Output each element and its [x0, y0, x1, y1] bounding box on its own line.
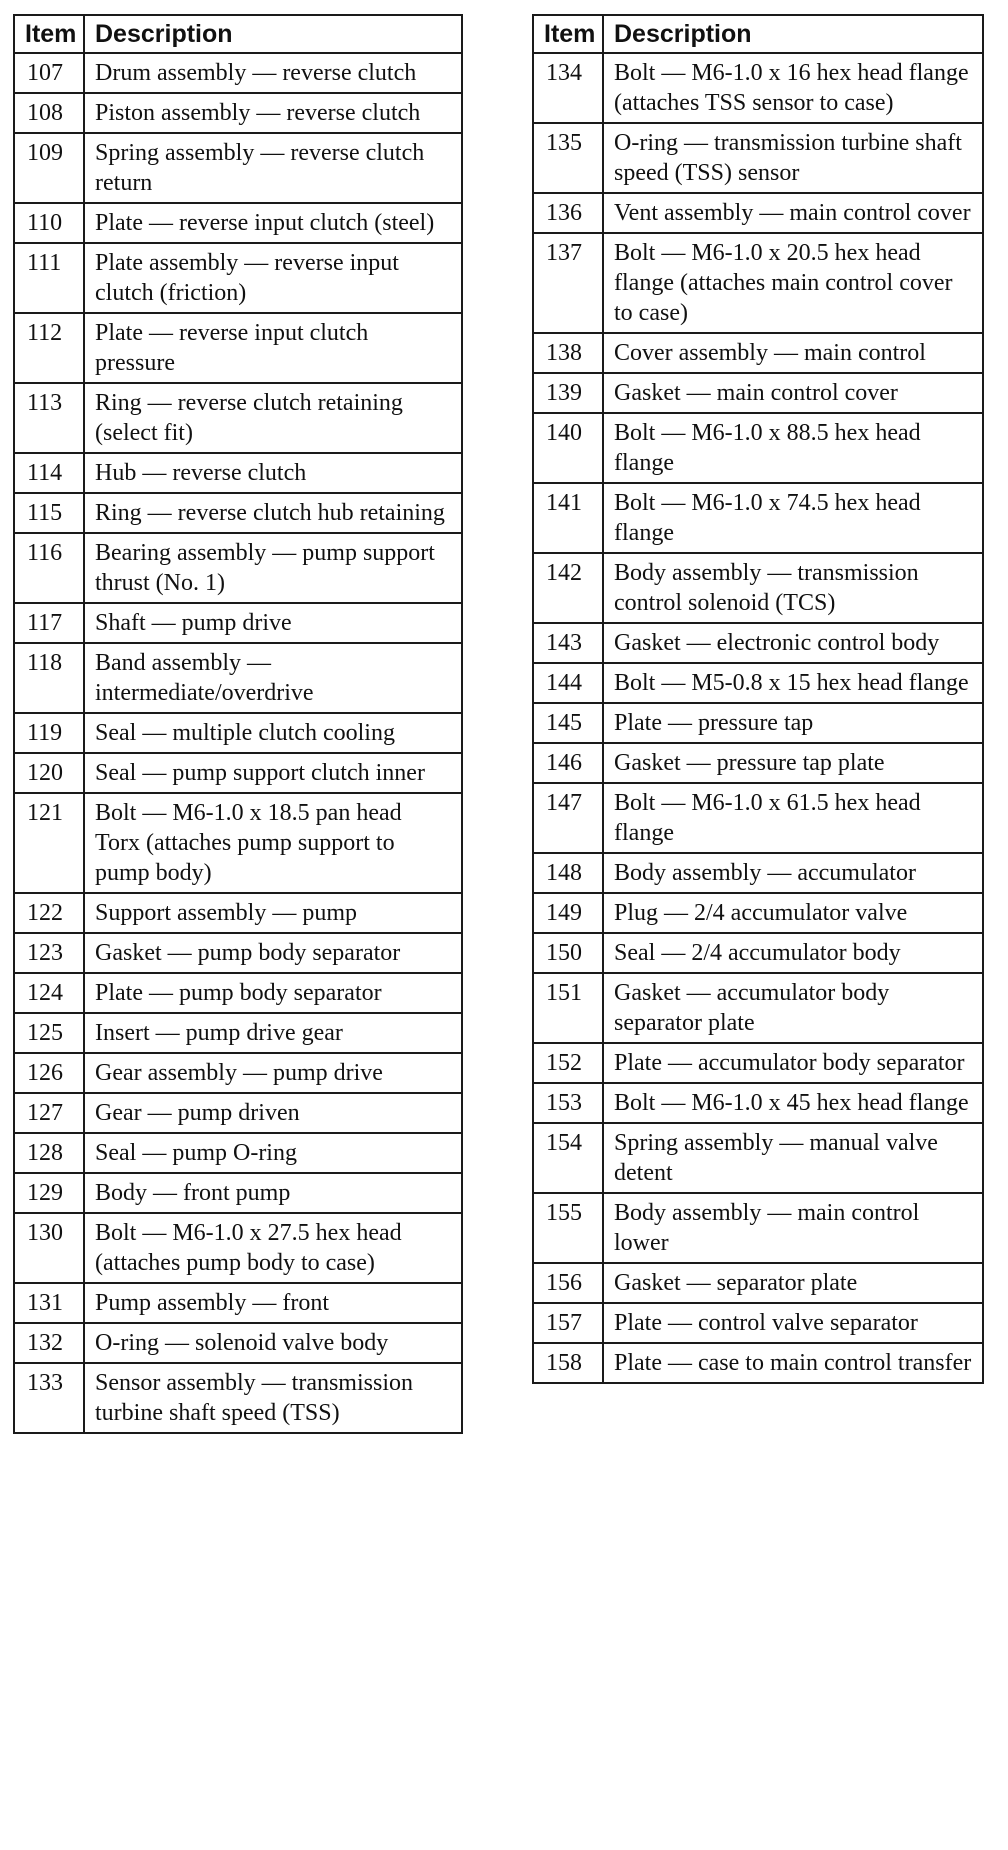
item-number: 107	[14, 53, 84, 93]
table-row	[14, 243, 462, 313]
table-row	[14, 1173, 462, 1213]
item-description: Bolt — M6-1.0 x 16 hex head flange (attaches TSS sensor to case)	[603, 53, 983, 123]
item-number: 141	[533, 483, 603, 553]
item-number: 155	[533, 1193, 603, 1263]
item-description: Plate — reverse input clutch (steel)	[84, 203, 462, 243]
table-row	[14, 1053, 462, 1093]
item-description: Pump assembly — front	[84, 1283, 462, 1323]
item-number: 148	[533, 853, 603, 893]
table-row	[533, 413, 983, 483]
item-number: 132	[14, 1323, 84, 1363]
table-row	[14, 973, 462, 1013]
item-description: Body assembly — transmission control solenoid (TCS)	[603, 553, 983, 623]
item-number: 121	[14, 793, 84, 893]
table-row	[14, 203, 462, 243]
item-description: Bolt — M6-1.0 x 20.5 hex head flange (attaches main control cover to case)	[603, 233, 983, 333]
item-number: 120	[14, 753, 84, 793]
item-number: 152	[533, 1043, 603, 1083]
item-description: Gasket — pump body separator	[84, 933, 462, 973]
table-row	[533, 973, 983, 1043]
item-number: 154	[533, 1123, 603, 1193]
item-number: 108	[14, 93, 84, 133]
item-description: Body assembly — accumulator	[603, 853, 983, 893]
table-row	[14, 383, 462, 453]
item-number: 127	[14, 1093, 84, 1133]
item-number: 137	[533, 233, 603, 333]
item-description: Bolt — M6-1.0 x 45 hex head flange	[603, 1083, 983, 1123]
item-number: 144	[533, 663, 603, 703]
table-row	[14, 493, 462, 533]
item-description: Gasket — pressure tap plate	[603, 743, 983, 783]
table-row	[533, 1303, 983, 1343]
item-description: Piston assembly — reverse clutch	[84, 93, 462, 133]
table-body	[533, 53, 983, 1383]
item-number: 140	[533, 413, 603, 483]
item-number: 109	[14, 133, 84, 203]
item-description: Gear assembly — pump drive	[84, 1053, 462, 1093]
item-number: 110	[14, 203, 84, 243]
table-row	[533, 333, 983, 373]
item-number: 133	[14, 1363, 84, 1433]
item-number: 156	[533, 1263, 603, 1303]
header-row	[14, 15, 462, 53]
table-row	[533, 233, 983, 333]
item-description: Support assembly — pump	[84, 893, 462, 933]
item-number: 139	[533, 373, 603, 413]
header-row	[533, 15, 983, 53]
table-row	[14, 533, 462, 603]
item-description: Body assembly — main control lower	[603, 1193, 983, 1263]
item-number: 130	[14, 1213, 84, 1283]
item-description: Gasket — accumulator body separator plate	[603, 973, 983, 1043]
item-description: Seal — pump O-ring	[84, 1133, 462, 1173]
table-row	[14, 53, 462, 93]
item-description: Gasket — main control cover	[603, 373, 983, 413]
column-header-item: Item	[533, 15, 603, 53]
table-row	[14, 1133, 462, 1173]
table-row	[14, 793, 462, 893]
table-row	[533, 193, 983, 233]
table-row	[14, 933, 462, 973]
item-description: Plate — control valve separator	[603, 1303, 983, 1343]
item-description: Sensor assembly — transmission turbine shaft speed (TSS)	[84, 1363, 462, 1433]
item-number: 124	[14, 973, 84, 1013]
item-description: Bolt — M6-1.0 x 88.5 hex head flange	[603, 413, 983, 483]
table-row	[533, 553, 983, 623]
table-row	[533, 933, 983, 973]
table-row	[533, 483, 983, 553]
item-description: Gear — pump driven	[84, 1093, 462, 1133]
item-description: Seal — multiple clutch cooling	[84, 713, 462, 753]
table-row	[14, 753, 462, 793]
item-description: Spring assembly — manual valve detent	[603, 1123, 983, 1193]
table-row	[14, 453, 462, 493]
item-description: Hub — reverse clutch	[84, 453, 462, 493]
item-number: 145	[533, 703, 603, 743]
table-row	[14, 1363, 462, 1433]
column-header-description: Description	[84, 15, 462, 53]
table-row	[533, 853, 983, 893]
table-row	[533, 623, 983, 663]
item-number: 112	[14, 313, 84, 383]
item-number: 117	[14, 603, 84, 643]
item-number: 113	[14, 383, 84, 453]
item-number: 158	[533, 1343, 603, 1383]
item-description: Bolt — M6-1.0 x 18.5 pan head Torx (attaches pump support to pump body)	[84, 793, 462, 893]
item-description: Spring assembly — reverse clutch return	[84, 133, 462, 203]
item-number: 136	[533, 193, 603, 233]
item-number: 111	[14, 243, 84, 313]
table-row	[14, 603, 462, 643]
item-number: 149	[533, 893, 603, 933]
item-number: 116	[14, 533, 84, 603]
item-number: 118	[14, 643, 84, 713]
column-header-item: Item	[14, 15, 84, 53]
item-description: Shaft — pump drive	[84, 603, 462, 643]
item-number: 129	[14, 1173, 84, 1213]
item-number: 128	[14, 1133, 84, 1173]
item-description: Ring — reverse clutch hub retaining	[84, 493, 462, 533]
table-row	[533, 663, 983, 703]
parts-table	[13, 14, 463, 1434]
item-description: Bolt — M6-1.0 x 74.5 hex head flange	[603, 483, 983, 553]
item-description: O-ring — transmission turbine shaft speed (TSS) sensor	[603, 123, 983, 193]
item-description: Bearing assembly — pump support thrust (No. 1)	[84, 533, 462, 603]
item-number: 119	[14, 713, 84, 753]
item-number: 151	[533, 973, 603, 1043]
item-number: 122	[14, 893, 84, 933]
item-description: Vent assembly — main control cover	[603, 193, 983, 233]
item-number: 134	[533, 53, 603, 123]
column-header-description: Description	[603, 15, 983, 53]
table-row	[14, 93, 462, 133]
item-number: 150	[533, 933, 603, 973]
table-row	[533, 743, 983, 783]
table-row	[533, 373, 983, 413]
table-row	[14, 1013, 462, 1053]
item-description: Band assembly — intermediate/overdrive	[84, 643, 462, 713]
item-description: Body — front pump	[84, 1173, 462, 1213]
item-description: Plate — pump body separator	[84, 973, 462, 1013]
table-row	[14, 643, 462, 713]
item-description: Seal — 2/4 accumulator body	[603, 933, 983, 973]
item-description: Gasket — electronic control body	[603, 623, 983, 663]
table-row	[533, 123, 983, 193]
table-row	[14, 1093, 462, 1133]
table-row	[533, 1043, 983, 1083]
table-row	[14, 1213, 462, 1283]
item-description: Gasket — separator plate	[603, 1263, 983, 1303]
table-row	[533, 1263, 983, 1303]
table-row	[14, 893, 462, 933]
item-description: Plate — pressure tap	[603, 703, 983, 743]
item-number: 114	[14, 453, 84, 493]
item-number: 125	[14, 1013, 84, 1053]
table-body	[14, 53, 462, 1433]
item-description: Plug — 2/4 accumulator valve	[603, 893, 983, 933]
table-row	[533, 1083, 983, 1123]
item-description: Plate — case to main control transfer	[603, 1343, 983, 1383]
item-number: 153	[533, 1083, 603, 1123]
table-row	[14, 1283, 462, 1323]
item-number: 146	[533, 743, 603, 783]
table-row	[14, 1323, 462, 1363]
item-description: Ring — reverse clutch retaining (select fit)	[84, 383, 462, 453]
item-number: 138	[533, 333, 603, 373]
item-description: Bolt — M6-1.0 x 61.5 hex head flange	[603, 783, 983, 853]
parts-table-right	[532, 14, 984, 1384]
item-number: 157	[533, 1303, 603, 1343]
item-description: Plate — reverse input clutch pressure	[84, 313, 462, 383]
item-number: 135	[533, 123, 603, 193]
item-description: Bolt — M5-0.8 x 15 hex head flange	[603, 663, 983, 703]
item-description: Drum assembly — reverse clutch	[84, 53, 462, 93]
table-row	[14, 713, 462, 753]
table-row	[14, 313, 462, 383]
table-row	[533, 783, 983, 853]
table-row	[14, 133, 462, 203]
item-number: 123	[14, 933, 84, 973]
table-row	[533, 703, 983, 743]
item-description: Seal — pump support clutch inner	[84, 753, 462, 793]
item-description: Plate assembly — reverse input clutch (friction)	[84, 243, 462, 313]
item-description: Bolt — M6-1.0 x 27.5 hex head (attaches pump body to case)	[84, 1213, 462, 1283]
item-number: 147	[533, 783, 603, 853]
table-row	[533, 53, 983, 123]
table-row	[533, 1193, 983, 1263]
table-row	[533, 893, 983, 933]
item-description: Cover assembly — main control	[603, 333, 983, 373]
item-description: Insert — pump drive gear	[84, 1013, 462, 1053]
table-row	[533, 1123, 983, 1193]
parts-table-left	[13, 14, 463, 1434]
item-description: Plate — accumulator body separator	[603, 1043, 983, 1083]
item-number: 142	[533, 553, 603, 623]
item-number: 115	[14, 493, 84, 533]
item-number: 126	[14, 1053, 84, 1093]
item-number: 143	[533, 623, 603, 663]
item-description: O-ring — solenoid valve body	[84, 1323, 462, 1363]
parts-table	[532, 14, 984, 1384]
item-number: 131	[14, 1283, 84, 1323]
table-row	[533, 1343, 983, 1383]
